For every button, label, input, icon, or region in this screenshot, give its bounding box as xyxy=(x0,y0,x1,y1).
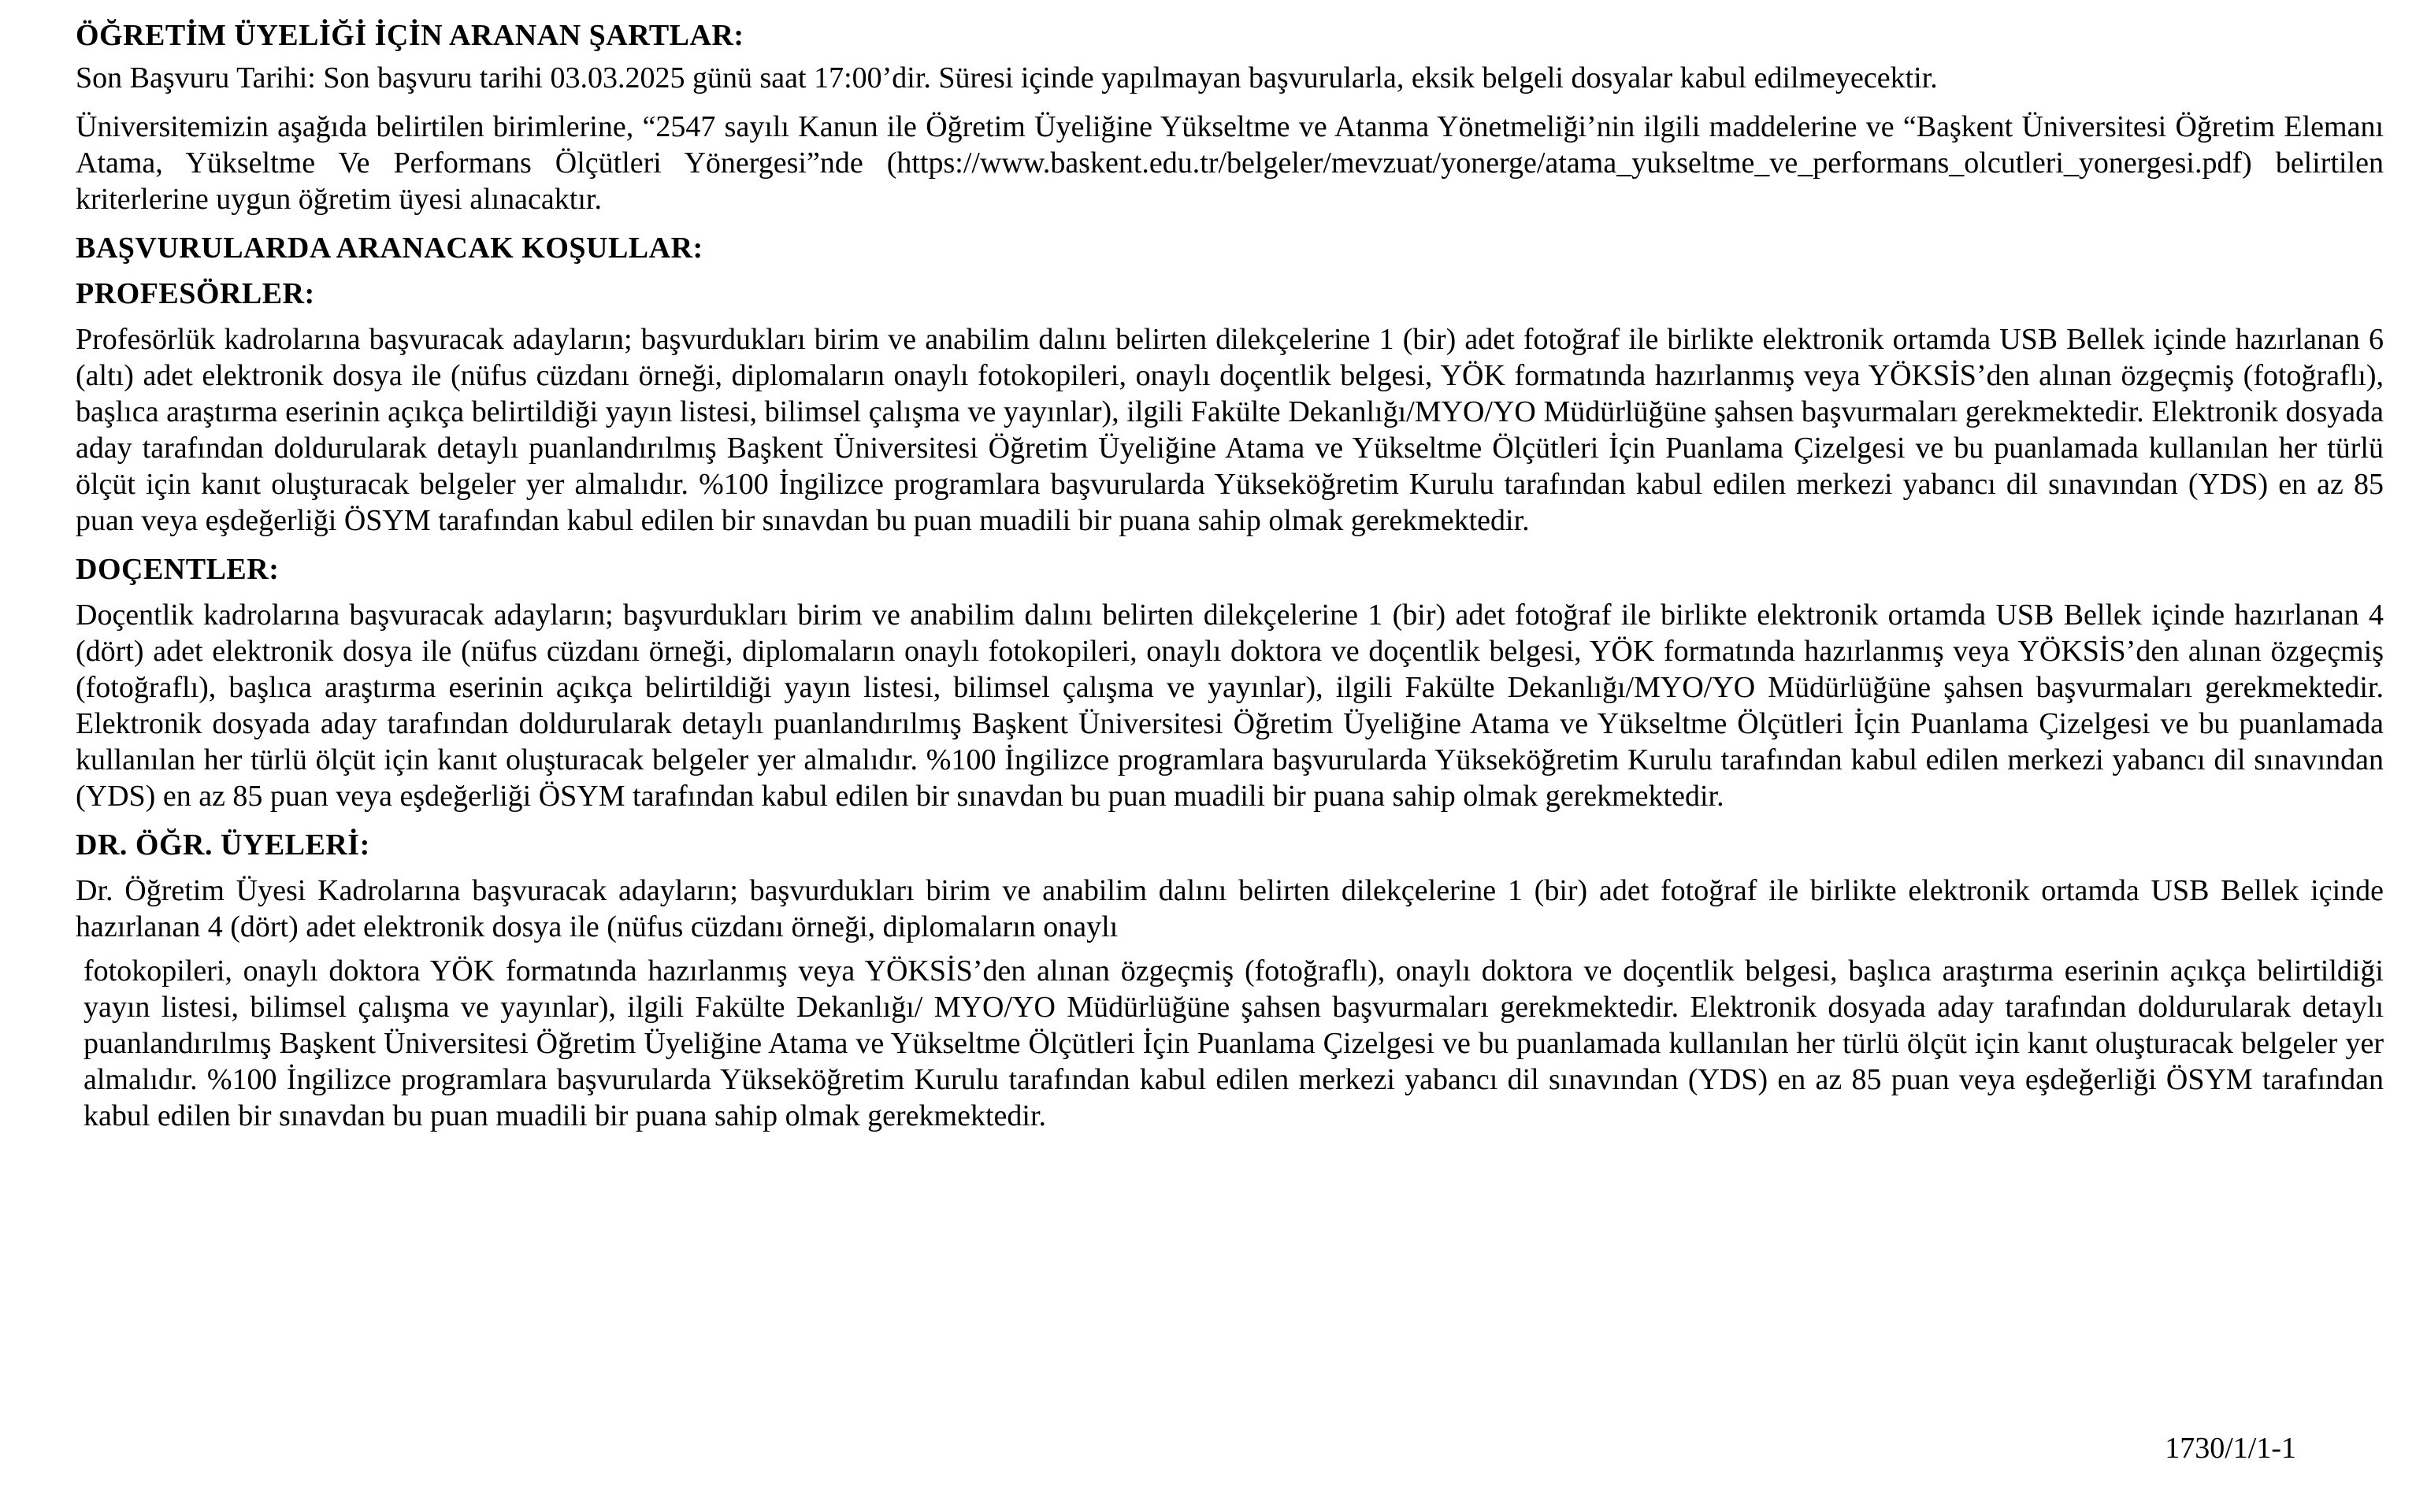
conditions-heading: BAŞVURULARDA ARANACAK KOŞULLAR: xyxy=(76,232,703,265)
assistant-professors-paragraph-part1: Dr. Öğretim Üyesi Kadrolarına başvuracak adayların; başvurdukları birim ve anabilim dalını belirten dilekçelerine 1 (bir) adet fotoğraf ile birlikte elektronik ortamda USB Bellek içinde hazırlanan 4 (dört) adet elektronik dosya ile (nüfus cüzdanı örneği, diplomaların onaylı xyxy=(76,874,2384,943)
assistant-professors-heading: DR. ÖĞR. ÜYELERİ: xyxy=(76,828,370,862)
intro-paragraph: Üniversitemizin aşağıda belirtilen birimlerine, “2547 sayılı Kanun ile Öğretim Üyeliğine Yükseltme ve Atanma Yönetmeliği’nin ilgili maddelerine ve “Başkent Üniversitesi Öğretim Elemanı Atama, Yükseltme Ve Performans Ölçütleri Yönergesi”nde (https://www.baskent.edu.tr/belgeler/mevzuat/yonerge/atama_yukseltme_ve_performans_olcutleri_yonergesi.pdf) belirtilen kriterlerine uygun öğretim üyesi alınacaktır. xyxy=(76,110,2384,216)
document-reference-code: 1730/1/1-1 xyxy=(2165,1432,2296,1465)
deadline-paragraph: Son Başvuru Tarihi: Son başvuru tarihi 03.03.2025 günü saat 17:00’dir. Süresi içinde yapılmayan başvurularla, eksik belgeli dosyalar kabul edilmeyecektir. xyxy=(76,61,1938,94)
professors-heading: PROFESÖRLER: xyxy=(76,277,315,310)
professors-paragraph: Profesörlük kadrolarına başvuracak adayların; başvurdukları birim ve anabilim dalını belirten dilekçelerine 1 (bir) adet fotoğraf ile birlikte elektronik ortamda USB Bellek içinde hazırlanan 6 (altı) adet elektronik dosya ile (nüfus cüzdanı örneği, diplomaların onaylı fotokopileri, onaylı doçentlik belgesi, YÖK formatında hazırlanmış veya YÖKSİS’den alınan özgeçmiş (fotoğraflı), başlıca araştırma eserinin açıkça belirtildiği yayın listesi, bilimsel çalışma ve yayınlar), ilgili Fakülte Dekanlığı/MYO/YO Müdürlüğüne şahsen başvurmaları gerekmektedir. Elektronik dosyada aday tarafından doldurularak detaylı puanlandırılmış Başkent Üniversitesi Öğretim Üyeliğine Atama ve Yükseltme Ölçütleri İçin Puanlama Çizelgesi ve bu puanlamada kullanılan her türlü ölçüt için kanıt oluşturacak belgeler yer almalıdır. %100 İngilizce programlara başvurularda Yükseköğretim Kurulu tarafından kabul edilen merkezi yabancı dil sınavından (YDS) en az 85 puan veya eşdeğerliği ÖSYM tarafından kabul edilen bir sınavdan bu puan muadili bir puana sahip olmak gerekmektedir. xyxy=(76,323,2384,537)
assistant-professors-paragraph-part2: fotokopileri, onaylı doktora YÖK formatında hazırlanmış veya YÖKSİS’den alınan özgeçmiş (fotoğraflı), onaylı doktora ve doçentlik belgesi, başlıca araştırma eserinin açıkça belirtildiği yayın listesi, bilimsel çalışma ve yayınlar), ilgili Fakülte Dekanlığı/ MYO/YO Müdürlüğüne şahsen başvurmaları gerekmektedir. Elektronik dosyada aday tarafından doldurularak detaylı puanlandırılmış Başkent Üniversitesi Öğretim Üyeliğine Atama ve Yükseltme Ölçütleri İçin Puanlama Çizelgesi ve bu puanlamada kullanılan her türlü ölçüt için kanıt oluşturacak belgeler yer almalıdır. %100 İngilizce programlara başvurularda Yükseköğretim Kurulu tarafından kabul edilen merkezi yabancı dil sınavından (YDS) en az 85 puan veya eşdeğerliği ÖSYM tarafından kabul edilen bir sınavdan bu puan muadili bir puana sahip olmak gerekmektedir. xyxy=(83,954,2384,1132)
document-page xyxy=(76,17,2384,1134)
associate-professors-paragraph: Doçentlik kadrolarına başvuracak adayların; başvurdukları birim ve anabilim dalını belirten dilekçelerine 1 (bir) adet fotoğraf ile birlikte elektronik ortamda USB Bellek içinde hazırlanan 4 (dört) adet elektronik dosya ile (nüfus cüzdanı örneği, diplomaların onaylı fotokopileri, onaylı doktora ve doçentlik belgesi, YÖK formatında hazırlanmış veya YÖKSİS’den alınan özgeçmiş (fotoğraflı), başlıca araştırma eserinin açıkça belirtildiği yayın listesi, bilimsel çalışma ve yayınlar), ilgili Fakülte Dekanlığı/MYO/YO Müdürlüğüne şahsen başvurmaları gerekmektedir. Elektronik dosyada aday tarafından doldurularak detaylı puanlandırılmış Başkent Üniversitesi Öğretim Üyeliğine Atama ve Yükseltme Ölçütleri İçin Puanlama Çizelgesi ve bu puanlamada kullanılan her türlü ölçüt için kanıt oluşturacak belgeler yer almalıdır. %100 İngilizce programlara başvurularda Yükseköğretim Kurulu tarafından kabul edilen merkezi yabancı dil sınavından (YDS) en az 85 puan veya eşdeğerliği ÖSYM tarafından kabul edilen bir sınavdan bu puan muadili bir puana sahip olmak gerekmektedir. xyxy=(76,598,2384,813)
associate-professors-heading: DOÇENTLER: xyxy=(76,553,280,586)
document-title: ÖĞRETİM ÜYELİĞİ İÇİN ARANAN ŞARTLAR: xyxy=(76,19,744,52)
